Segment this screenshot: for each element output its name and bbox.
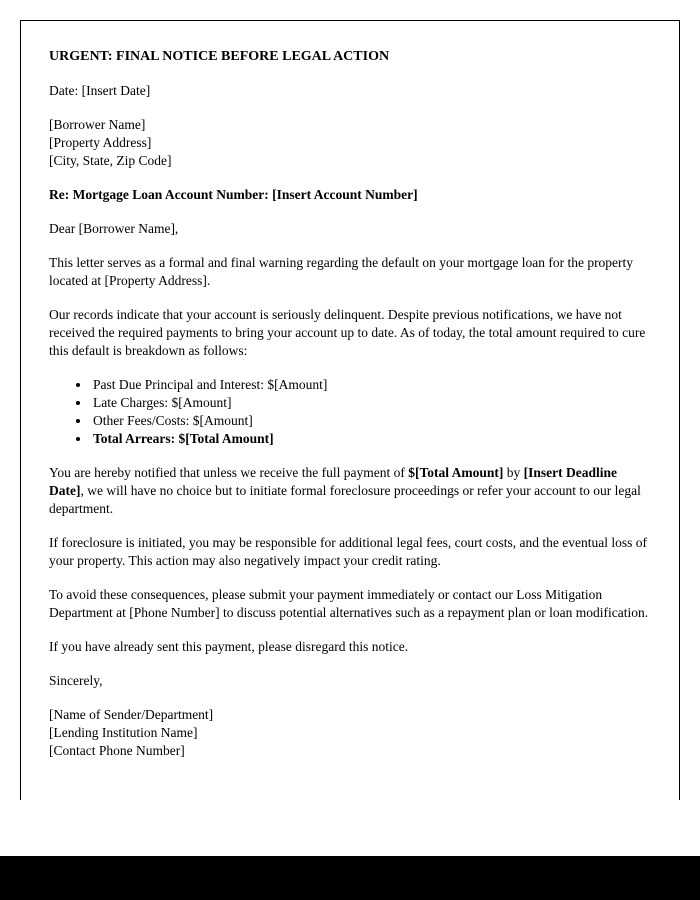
- notify-seg1: You are hereby notified that unless we receive the full payment of: [49, 465, 409, 480]
- address-line-borrower: [Borrower Name]: [49, 117, 146, 132]
- signature-line-phone: [Contact Phone Number]: [49, 743, 185, 758]
- records-paragraph: Our records indicate that your account is seriously delinquent. Despite previous notifications, we have not received the required payments to bring your account up to date. As of today, the total amount required to cure this default is breakdown as follows:: [49, 307, 646, 358]
- arrears-list: [49, 376, 649, 448]
- signature-block: [49, 706, 649, 760]
- recipient-address-block: [49, 116, 649, 170]
- foreclosure-paragraph: If foreclosure is initiated, you may be responsible for additional legal fees, court costs, and the eventual loss of your property. This action may also negatively impact your credit rating.: [49, 535, 647, 568]
- salutation: Dear [Borrower Name],: [49, 221, 179, 236]
- signature-line-sender: [Name of Sender/Department]: [49, 707, 214, 722]
- arrears-item-total: • Total Arrears: $[Total Amount]: [91, 430, 649, 448]
- intro-paragraph: This letter serves as a formal and final warning regarding the default on your mortgage loan for the property located at [Property Address].: [49, 255, 634, 288]
- signature-line-institution: [Lending Institution Name]: [49, 725, 198, 740]
- notify-seg3: , we will have no choice but to initiate formal foreclosure proceedings or refer your account to our legal department.: [49, 483, 641, 516]
- notify-deadline: [Insert Deadline Date]: [49, 465, 618, 498]
- notify-amount: $[Total Amount]: [408, 465, 504, 480]
- re-line: Re: Mortgage Loan Account Number: [Insert Account Number]: [49, 187, 418, 202]
- notify-paragraph: [49, 464, 649, 518]
- disregard-paragraph: If you have already sent this payment, please disregard this notice.: [49, 639, 409, 654]
- address-line-city: [City, State, Zip Code]: [49, 153, 172, 168]
- letter-title: URGENT: FINAL NOTICE BEFORE LEGAL ACTION: [49, 49, 390, 64]
- arrears-item-principal: • Past Due Principal and Interest: $[Amount]: [91, 376, 649, 394]
- bottom-black-bar: [0, 856, 700, 900]
- notify-seg2: by: [503, 465, 524, 480]
- avoid-paragraph: To avoid these consequences, please submit your payment immediately or contact our Loss Mitigation Department at [Phone Number] to discuss potential alternatives such as a repayment plan or loan modification.: [49, 587, 649, 620]
- arrears-item-late-charges: • Late Charges: $[Amount]: [91, 394, 649, 412]
- arrears-item-other-fees: • Other Fees/Costs: $[Amount]: [91, 412, 649, 430]
- letter-container: [20, 20, 680, 800]
- date-line: Date: [Insert Date]: [49, 83, 151, 98]
- address-line-property: [Property Address]: [49, 135, 152, 150]
- closing: Sincerely,: [49, 673, 103, 688]
